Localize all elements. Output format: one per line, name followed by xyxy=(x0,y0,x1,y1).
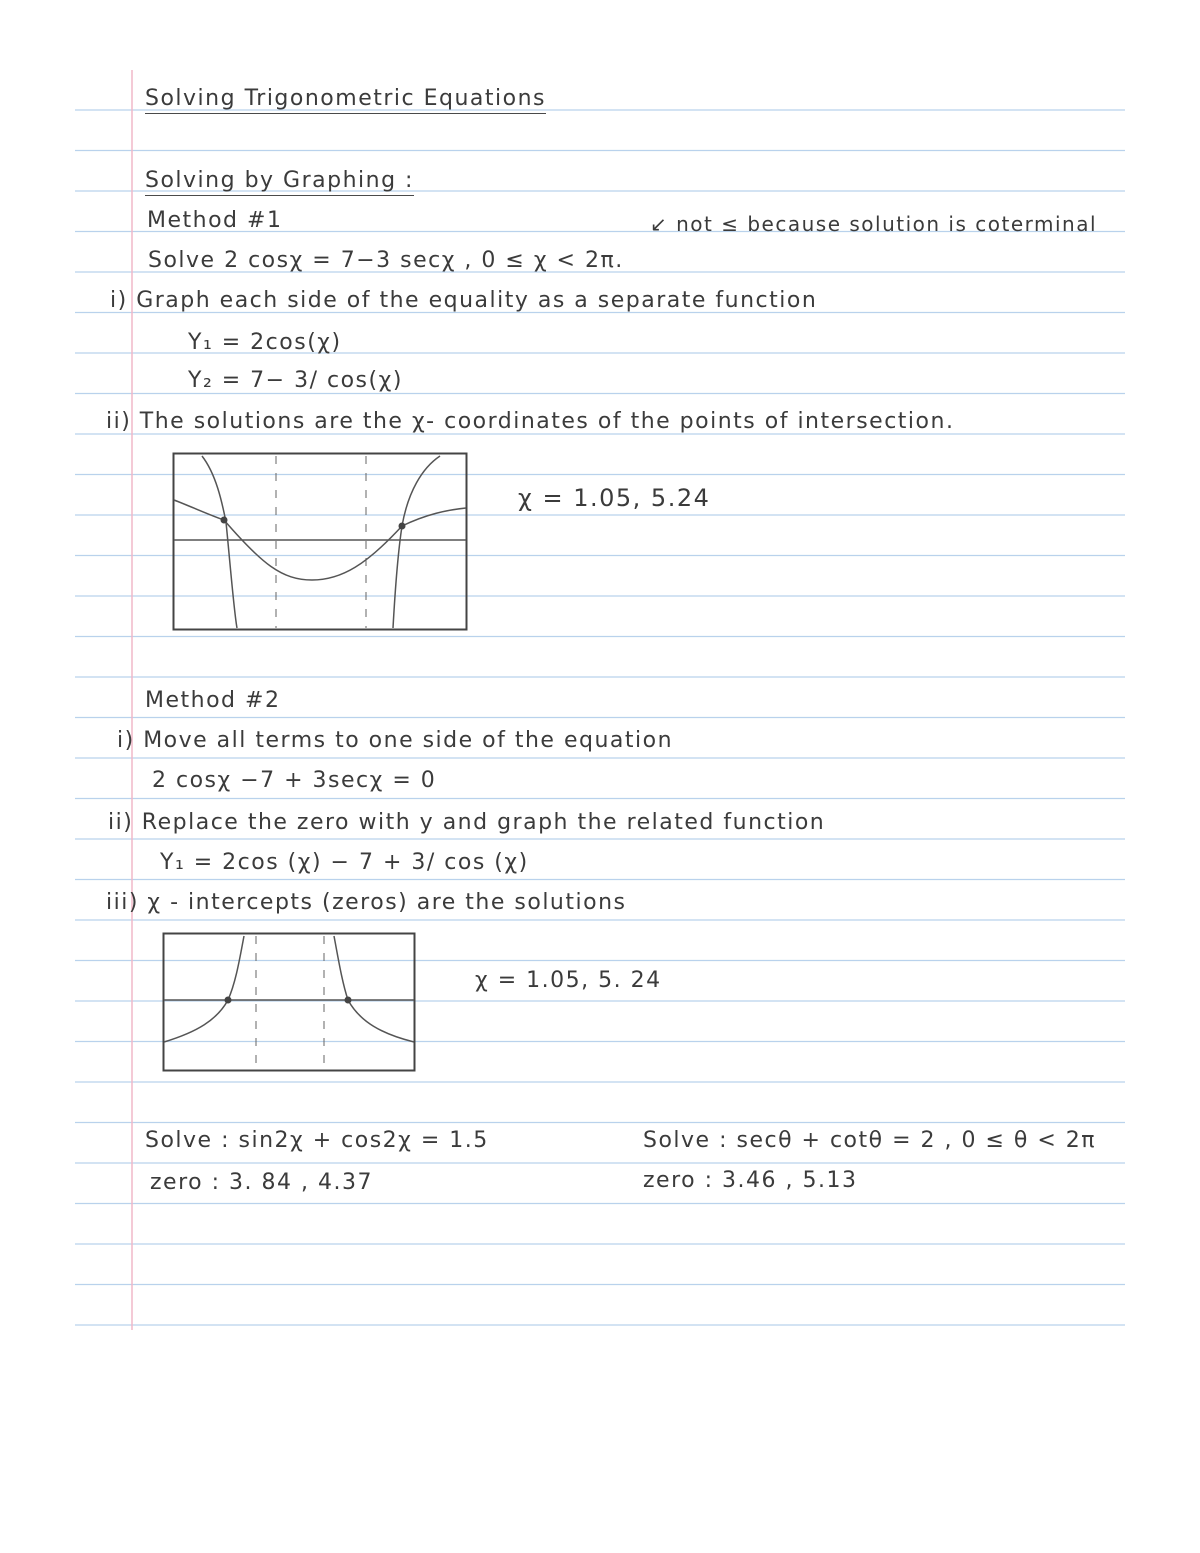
method2-graph xyxy=(162,932,418,1074)
example1-solve: Solve : sin2χ + cos2χ = 1.5 xyxy=(145,1128,489,1153)
method1-step-i: i) Graph each side of the equality as a separate function xyxy=(110,288,818,313)
method2-step-iii: iii) χ - intercepts (zeros) are the solutions xyxy=(106,890,627,915)
method1-graph xyxy=(172,452,470,634)
method2-y1: Y₁ = 2cos (χ) − 7 + 3/ cos (χ) xyxy=(160,850,529,875)
method1-label: Method #1 xyxy=(147,208,283,233)
method1-y2: Y₂ = 7− 3/ cos(χ) xyxy=(188,368,403,393)
method1-step-ii: ii) The solutions are the χ- coordinates of the points of intersection. xyxy=(106,409,955,434)
method2-step-ii: ii) Replace the zero with y and graph the related function xyxy=(108,810,826,835)
method1-y1: Y₁ = 2cos(χ) xyxy=(188,330,342,355)
example2-solve: Solve : secθ + cotθ = 2 , 0 ≤ θ < 2π xyxy=(643,1128,1097,1153)
section-heading: Solving by Graphing : xyxy=(145,168,414,196)
method1-solve-line: Solve 2 cosχ = 7−3 secχ , 0 ≤ χ < 2π. xyxy=(148,248,624,273)
page-title: Solving Trigonometric Equations xyxy=(145,86,546,114)
method2-label: Method #2 xyxy=(145,688,281,713)
example1-zero: zero : 3. 84 , 4.37 xyxy=(150,1170,373,1195)
method1-answer: χ = 1.05, 5.24 xyxy=(518,484,711,512)
method2-equation: 2 cosχ −7 + 3secχ = 0 xyxy=(152,768,437,793)
method2-step-i: i) Move all terms to one side of the equation xyxy=(117,728,674,753)
method2-answer: χ = 1.05, 5. 24 xyxy=(475,968,662,993)
method1-annotation: ↙ not ≤ because solution is coterminal xyxy=(650,212,1098,236)
example2-zero: zero : 3.46 , 5.13 xyxy=(643,1168,858,1193)
